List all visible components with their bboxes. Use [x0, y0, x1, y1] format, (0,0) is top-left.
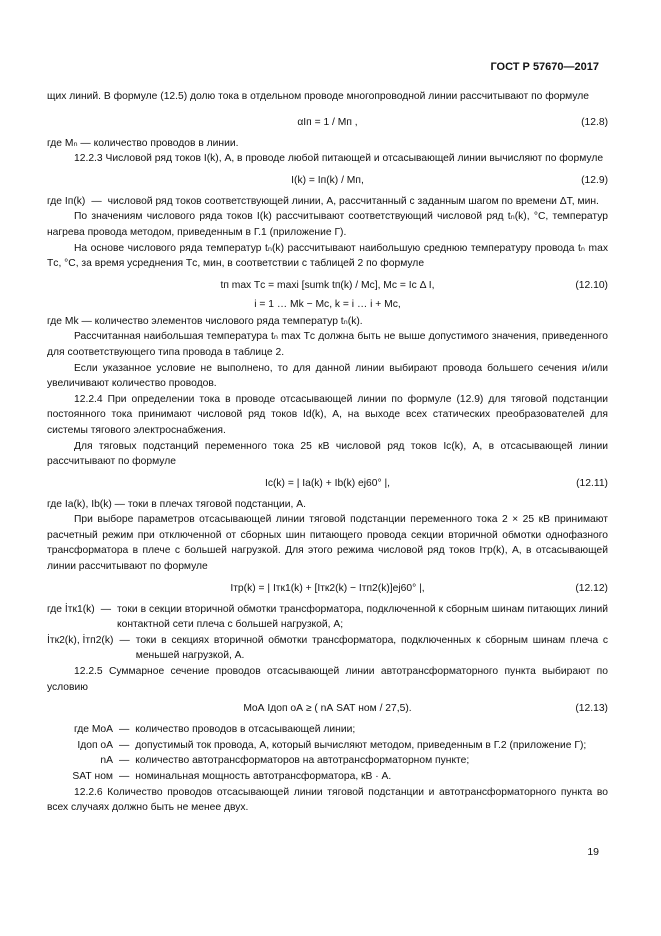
definition-term: İтк2(k), İтп2(k): [47, 634, 114, 646]
definition-text: токи в секции вторичной обмотки трансформатора, подключенной к сборным шинам питающих линий контактной сети плеча с большей нагрузкой, А;: [117, 603, 608, 631]
formula-text: MоА Iдоп оА ≥ ( nА SАТ ном / 27,5).: [243, 703, 412, 715]
formula-text: Iтр(k) = | Iтк1(k) + [Iтк2(k) − Iтп2(k)]ej60° |,: [230, 582, 425, 594]
paragraph: 12.2.5 Суммарное сечение проводов отсасывающей линии автотрансформаторного пункта выбирают по условию: [47, 666, 608, 693]
paragraph: где Ia(k), Ib(k) — токи в плечах тяговой подстанции, А.: [47, 498, 307, 510]
paragraph: Рассчитанная наибольшая температура tₙ max Tс должна быть не выше допустимого значения, приведенного для соответствующего типа провода в таблице 2.: [47, 331, 608, 358]
formula-text: i = 1 … Mk − Mс, k = i … i + Mс,: [254, 298, 401, 310]
paragraph: где Mk — количество элементов числового ряда температур tₙ(k).: [47, 315, 363, 327]
formula-number: (12.11): [576, 477, 608, 489]
definition-term: где MоА: [73, 724, 113, 736]
formula-text: tп max Tс = maxi [sumk tп(k) / Mс], Mс = Iс Δ I,: [220, 279, 435, 291]
definition-term: где Iп(k): [47, 195, 86, 207]
formula-number: (12.8): [581, 116, 608, 128]
formula-text: αIп = 1 / Mп ,: [297, 116, 358, 128]
definition-text: количество проводов в отсасывающей линии;: [135, 724, 356, 736]
definition-item: [47, 194, 608, 210]
definition-dash: —: [91, 195, 102, 207]
definition-item: [47, 633, 608, 664]
definition-dash: —: [100, 603, 112, 615]
paragraph: На основе числового ряда температур tₙ(k) рассчитывают наибольшую среднюю температуру провода tₙ max Tс, °С, за время усреднения Tс, мин, в соответствии с таблицей 2 по формуле: [47, 242, 608, 270]
definition-term: nА: [100, 755, 113, 767]
definition-item: [47, 769, 608, 785]
definition-text: допустимый ток провода, А, который вычисляют методом, приведенным в Г.2 (приложение Г);: [135, 739, 587, 751]
document-header: ГОСТ Р 57670—2017: [490, 61, 599, 73]
formula-number: (12.9): [581, 174, 608, 186]
page-number: 19: [587, 846, 599, 858]
definition-dash: —: [119, 634, 130, 646]
definition-item: [47, 722, 608, 738]
formula-12-9: [47, 171, 608, 190]
document-body: [47, 89, 608, 816]
paragraph: 12.2.4 При определении тока в проводе отсасывающей линии по формуле (12.9) для тяговой подстанции постоянного тока принимают числовой ряд токов Id(k), А, на выходе всех статических преобразователей для системы тягового электроснабжения.: [47, 393, 608, 436]
definition-text: номинальная мощность автотрансформатора, кВ · А.: [135, 771, 392, 782]
paragraph: 12.2.6 Количество проводов отсасывающей линии тяговой подстанции и автотрансформаторного пункта во всех случаях должно быть не менее двух.: [47, 786, 608, 814]
paragraph: Для тяговых подстанций переменного тока 25 кВ числовой ряд токов Ic(k), А, в отсасывающей линии рассчитывают по формуле: [47, 440, 608, 468]
formula-12-10-ranges: [47, 295, 608, 314]
definition-term: где İтк1(k): [47, 603, 95, 615]
formula-12-13: [47, 699, 608, 718]
definition-item: [47, 753, 608, 769]
paragraph: Если указанное условие не выполнено, то для данной линии выбирают провода большего сечения и/или увеличивают количество проводов.: [47, 362, 608, 390]
definition-term: Iдоп оА: [77, 739, 113, 751]
formula-12-11: [47, 474, 608, 493]
definition-dash: —: [119, 771, 130, 782]
formula-number: (12.10): [575, 279, 608, 291]
definition-item: [47, 738, 608, 754]
formula-12-10: [47, 276, 608, 295]
definition-term: SАТ ном: [72, 771, 113, 782]
definition-dash: —: [119, 724, 130, 736]
formula-12-12: [47, 579, 608, 598]
formula-text: Iс(k) = | Ia(k) + Ib(k) ej60° |,: [264, 477, 391, 489]
paragraph: По значениям числового ряда токов I(k) рассчитывают соответствующий числовой ряд tₙ(k), °С, температур нагрева провода методом, приведенным в Г.1 (приложение Г).: [47, 211, 608, 238]
definition-dash: —: [119, 739, 130, 751]
formula-12-8: [47, 113, 608, 132]
definition-text: токи в секциях вторичной обмотки трансформатора, подключенных к сборным шинам плеча с меньшей нагрузкой, А.: [135, 634, 608, 662]
definition-item: [47, 602, 608, 633]
formula-text: I(k) = Iп(k) / Mп,: [291, 174, 364, 186]
formula-number: (12.13): [575, 703, 608, 715]
paragraph: где Mₙ — количество проводов в линии.: [47, 137, 239, 149]
formula-number: (12.12): [575, 582, 608, 594]
definition-dash: —: [119, 755, 130, 767]
paragraph: щих линий. В формуле (12.5) долю тока в отдельном проводе многопроводной линии рассчитывают по формуле: [47, 91, 590, 102]
paragraph: 12.2.3 Числовой ряд токов I(k), А, в проводе любой питающей и отсасывающей линии вычисляют по формуле: [74, 153, 604, 165]
definition-text: числовой ряд токов соответствующей линии, А, рассчитанный с заданным шагом по времени ΔT, мин.: [107, 195, 599, 207]
definition-text: количество автотрансформаторов на автотрансформаторном пункте;: [135, 755, 470, 767]
paragraph: При выборе параметров отсасывающей линии тяговой подстанции переменного тока 2 × 25 кВ принимают расчетный режим при отключенной от сборных шин питающего провода секции вторичной обмотки однофазного трансформатора в плече с большей нагрузкой. Для этого режима числовой ряд токов Iтр(k), А, в отсасывающей линии рассчитывают по формуле: [47, 514, 608, 573]
